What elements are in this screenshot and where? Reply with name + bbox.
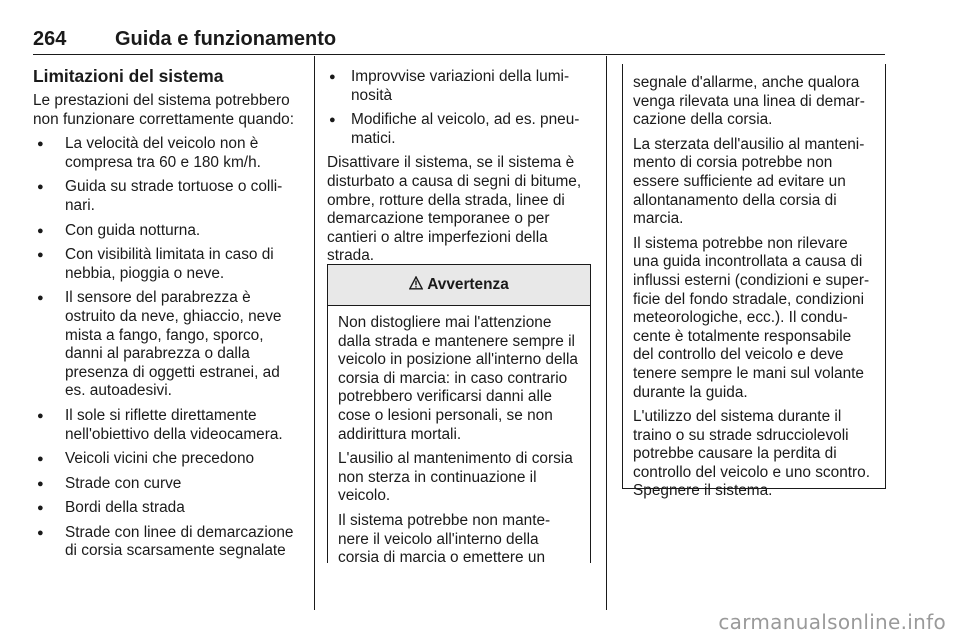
column-divider-1 [314, 56, 315, 610]
warning-title-bar [328, 265, 590, 306]
list-item: ● Con guida notturna. [33, 222, 301, 241]
list-item: ● Guida su strade tortuose o colli-nari. [33, 178, 301, 215]
warning-body [328, 306, 590, 568]
intro-paragraph: Le prestazioni del sistema potrebbero non funzionare correttamente quando: [33, 92, 294, 128]
page-number: 264 [33, 28, 67, 50]
warning-paragraph: L'utilizzo del sistema durante il traino o su strade sdrucciolevoli potrebbe causare la perdita di controllo del veicolo e uno scontro. Spegnere il sistema. [633, 408, 870, 500]
list-item: ● Strade con curve [33, 475, 301, 494]
column-1 [33, 66, 301, 567]
warning-title: Avvertenza [427, 276, 509, 293]
warning-paragraph: Il sistema potrebbe non mante-nere il veicolo all'interno della corsia di marcia o emettere un [338, 511, 551, 567]
limitations-list [33, 135, 301, 561]
column-divider-2 [606, 56, 607, 610]
page-title: Guida e funzionamento [115, 28, 337, 50]
warning-body-continued [623, 64, 885, 501]
warning-box-continued [622, 64, 886, 500]
list-item: ● Improvvise variazioni della lumi-nosità [327, 68, 585, 105]
warning-paragraph: Il sistema potrebbe non rilevare una guida incontrollata a causa di influssi esterni (condizioni e super-ficie del fondo stradale, condizioni meteorologiche, ecc.). Il condu-cente è totalmente responsabile del controllo del veicolo e deve tenere sempre le mani sul volante durante la guida. [633, 234, 870, 401]
list-item: ● La velocità del veicolo non è compresa tra 60 e 180 km/h. [33, 135, 301, 172]
list-item: ● Il sensore del parabrezza è ostruito da neve, ghiaccio, neve mista a fango, fango, sporco, danni al parabrezza o dalla presenza di oggetti estranei, ad es. autoadesivi. [33, 289, 301, 401]
warning-paragraph: La sterzata dell'ausilio al manteni-mento di corsia potrebbe non essere sufficiente ad evitare un allontanamento della corsia di marcia. [633, 135, 865, 228]
column-2 [327, 68, 585, 272]
warning-paragraph: Non distogliere mai l'attenzione dalla strada e mantenere sempre il veicolo in posizione all'interno della corsia di marcia: in caso contrario potrebbero verificarsi danni alle cose o lesioni personali, se non addirittura mortali. [338, 314, 578, 443]
section-heading: Limitazioni del sistema [33, 66, 224, 86]
list-item: ● Veicoli vicini che precedono [33, 450, 301, 469]
warning-box [327, 264, 591, 567]
list-item: ● Bordi della strada [33, 499, 301, 518]
page-header [33, 26, 885, 55]
list-item: ● Con visibilità limitata in caso di nebbia, pioggia o neve. [33, 246, 301, 283]
limitations-list-continued [327, 68, 585, 148]
warning-paragraph: L'ausilio al mantenimento di corsia non sterza in continuazione il veicolo. [338, 450, 573, 505]
watermark: carmanualsonline.info [718, 610, 946, 634]
list-item: ● Strade con linee di demarcazione di corsia scarsamente segnalate [33, 524, 301, 561]
warning-paragraph: segnale d'allarme, anche qualora venga rilevata una linea di demar-cazione della corsia. [633, 74, 865, 129]
list-item: ● Il sole si riflette direttamente nell'obiettivo della videocamera. [33, 407, 301, 444]
warning-triangle-icon [409, 276, 423, 290]
list-item: ● Modifiche al veicolo, ad es. pneu-matici. [327, 111, 585, 148]
deactivate-paragraph: Disattivare il sistema, se il sistema è disturbato a causa di segni di bitume, ombre, rotture della strada, linee di demarcazione temporanee o per cantieri o altre imperfezioni della strada. [327, 154, 582, 265]
